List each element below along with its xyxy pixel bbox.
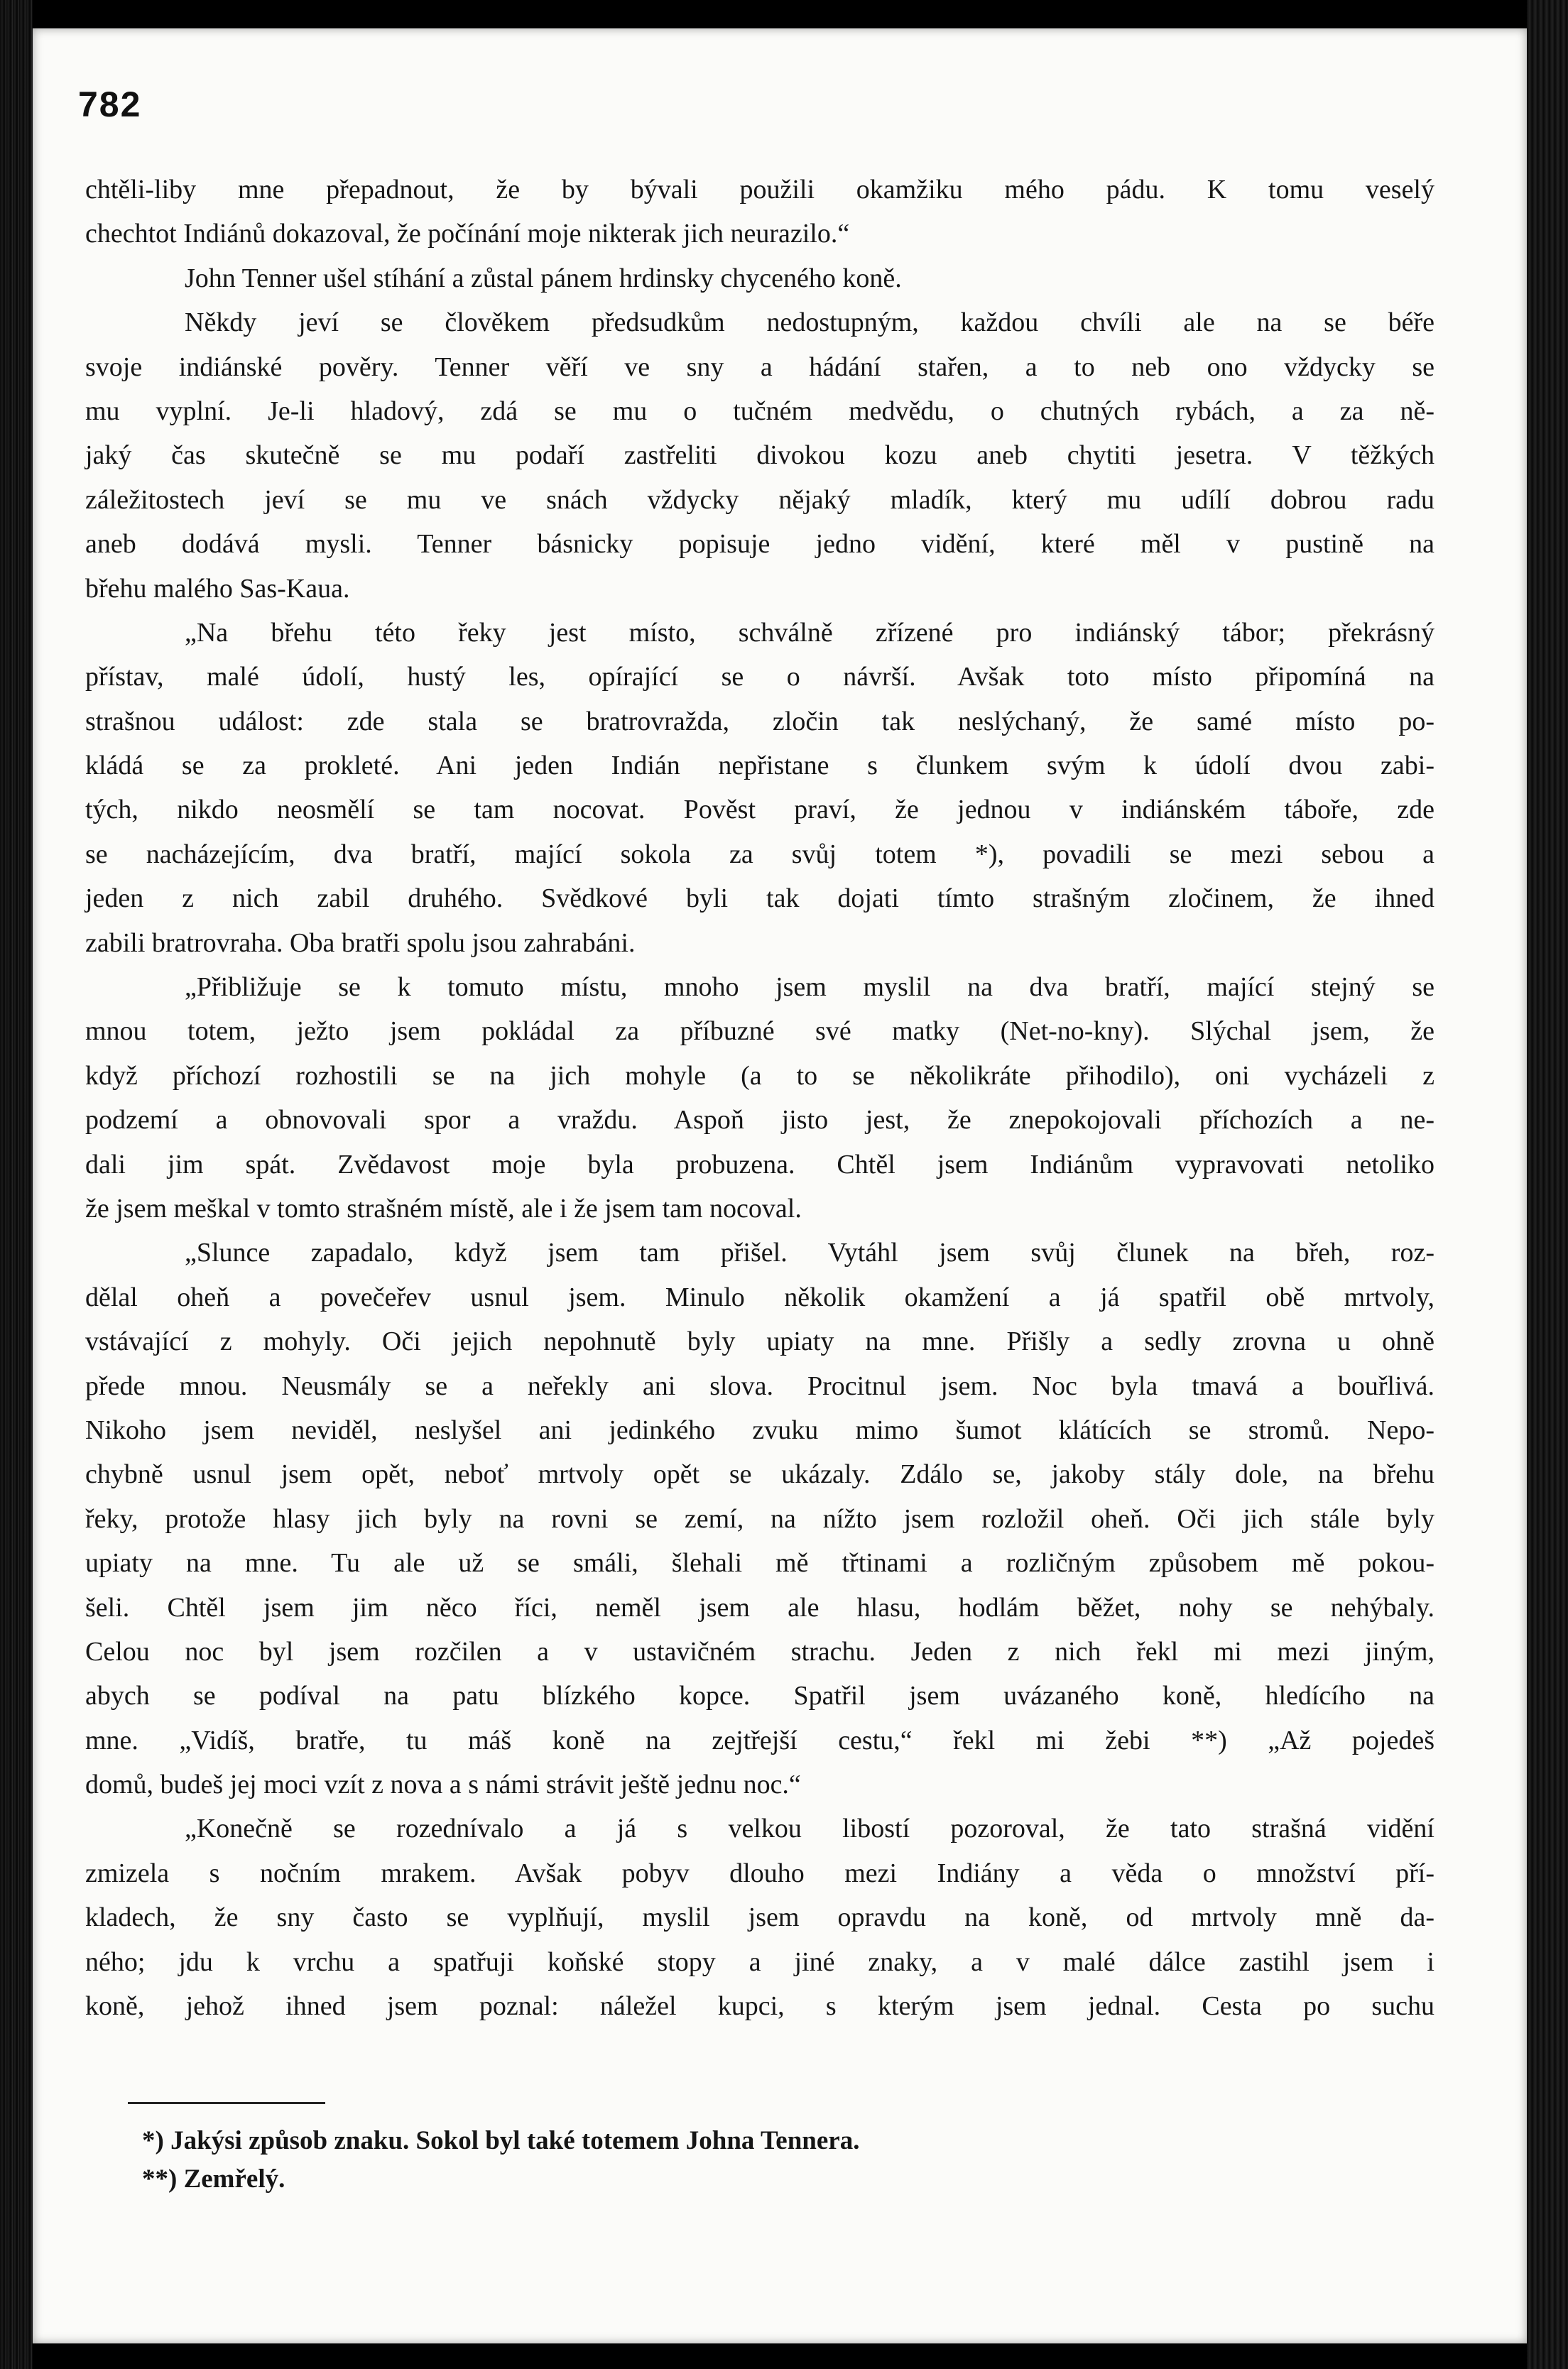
text-line: Nikoho jsem neviděl, neslyšel ani jedinkého zvuku mimo šumot klátících se stromů. Nepo- [85,1415,1434,1445]
text-line: mu vyplní. Je-li hladový, zdá se mu o tučném medvědu, o chutných rybách, a za ně- [85,396,1434,426]
scan-border-right [1527,0,1568,2369]
text-line: chechtot Indiánů dokazoval, že počínání moje nikterak jich neurazilo.“ [85,219,850,249]
text-line: přístav, malé údolí, hustý les, opírající se o návrší. Avšak toto místo připomíná na [85,662,1434,692]
text-line: řeky, protože hlasy jich byly na rovni se zemí, na nížto jsem rozložil oheň. Oči jich stále byly [85,1503,1434,1534]
text-line: břehu malého Sas-Kaua. [85,573,350,604]
text-line: John Tenner ušel stíhání a zůstal pánem hrdinsky chyceného koně. [185,263,902,293]
text-line: šeli. Chtěl jsem jim něco říci, neměl jsem ale hlasu, hodlám běžet, nohy se nehýbaly. [85,1592,1434,1623]
text-line: strašnou událost: zde stala se bratrovražda, zločin tak neslýchaný, že samé místo po- [85,706,1434,736]
text-line: svoje indiánské pověry. Tenner věří ve sny a hádání stařen, a to neb ono vždycky se [85,352,1434,382]
footnote: **) Zemřelý. [142,2164,285,2194]
footnotes [142,2122,1207,2199]
text-line: jeden z nich zabil druhého. Svědkové byli tak dojati tímto strašným zločinem, že ihned [85,883,1434,914]
text-line: dali jim spát. Zvědavost moje byla probuzena. Chtěl jsem Indiánům vypravovati netoliko [85,1149,1434,1180]
text-line: mnou totem, ježto jsem pokládal za příbuzné své matky (Net-no-kny). Slýchal jsem, že [85,1016,1434,1047]
text-line: „Konečně se rozednívalo a já s velkou libostí pozoroval, že tato strašná vidění [185,1814,1434,1844]
text-line: upiaty na mne. Tu ale už se smáli, šlehali mě třtinami a rozličným způsobem mě pokou- [85,1548,1434,1579]
scan-border-left [0,0,33,2369]
text-line: zmizela s nočním mrakem. Avšak pobyv dlouho mezi Indiány a věda o množství pří- [85,1858,1434,1888]
body-text [85,168,1434,2028]
text-line: podzemí a obnovovali spor a vraždu. Aspoň jisto jest, že znepokojovali příchozích a ne- [85,1105,1434,1136]
text-line: jaký čas skutečně se mu podaří zastřeliti divokou kozu aneb chytiti jesetra. V těžkých [85,440,1434,471]
text-line: vstávající z mohyly. Oči jejich nepohnutě byly upiaty na mne. Přišly a sedly zrovna u ohně [85,1327,1434,1357]
page-number: 782 [78,85,142,124]
text-line: chybně usnul jsem opět, neboť mrtvoly opět se ukázaly. Zdálo se, jakoby stály dole, na břehu [85,1459,1434,1490]
text-line: dělal oheň a povečeřev usnul jsem. Minulo několik okamžení a já spatřil obě mrtvoly, [85,1282,1434,1312]
text-line: „Na břehu této řeky jest místo, schválně zřízené pro indiánský tábor; překrásný [185,617,1434,648]
text-line: ného; jdu k vrchu a spatřuji koňské stopy a jiné znaky, a v malé dálce zastihl jsem i [85,1946,1434,1977]
text-line: Celou noc byl jsem rozčilen a v ustavičném strachu. Jeden z nich řekl mi mezi jiným, [85,1636,1434,1667]
text-line: mne. „Vidíš, bratře, tu máš koně na zejtřejší cestu,“ řekl mi žebi **) „Až pojedeš [85,1725,1434,1755]
text-line: když příchozí rozhostili se na jich mohyle (a to se několikráte přihodilo), oni vycházeli z [85,1060,1434,1091]
text-line: koně, jehož ihned jsem poznal: náležel kupci, s kterým jsem jednal. Cesta po suchu [85,1991,1434,2022]
text-line: kladech, že sny často se vyplňují, myslil jsem opravdu na koně, od mrtvoly mně da- [85,1902,1434,1933]
text-line: „Slunce zapadalo, když jsem tam přišel. Vytáhl jsem svůj člunek na břeh, roz- [185,1238,1434,1268]
text-line: kládá se za prokleté. Ani jeden Indián nepřistane s člunkem svým k údolí dvou zabi- [85,751,1434,781]
text-line: Někdy jeví se člověkem předsudkům nedostupným, každou chvíli ale na se béře [185,307,1434,338]
text-line: se nacházejícím, dva bratří, mající sokola za svůj totem *), povadili se mezi sebou a [85,839,1434,869]
text-line: chtěli-liby mne přepadnout, že by bývali použili okamžiku mého pádu. K tomu veselý [85,175,1434,205]
text-line: tých, nikdo neosmělí se tam nocovat. Pověst praví, že jednou v indiánském táboře, zde [85,795,1434,825]
text-line: „Přibližuje se k tomuto místu, mnoho jsem myslil na dva bratří, mající stejný se [185,972,1434,1003]
text-line: domů, budeš jej moci vzít z nova a s námi strávit ještě jednu noc.“ [85,1770,801,1800]
footnote-divider [128,2102,325,2104]
text-line: aneb dodává mysli. Tenner básnicky popisuje jedno vidění, které měl v pustině na [85,529,1434,560]
text-line: záležitostech jeví se mu ve snách vždycky nějaký mladík, který mu udílí dobrou radu [85,484,1434,515]
footnote: *) Jakýsi způsob znaku. Sokol byl také totemem Johna Tennera. [142,2126,860,2155]
text-line: abych se podíval na patu blízkého kopce. Spatřil jsem uvázaného koně, hledícího na [85,1681,1434,1711]
text-line: že jsem meškal v tomto strašném místě, ale i že jsem tam nocoval. [85,1193,802,1224]
text-line: přede mnou. Neusmály se a neřekly ani slova. Procitnul jsem. Noc byla tmavá a bouřlivá. [85,1371,1434,1401]
text-line: zabili bratrovraha. Oba bratři spolu jsou zahrabáni. [85,927,636,958]
